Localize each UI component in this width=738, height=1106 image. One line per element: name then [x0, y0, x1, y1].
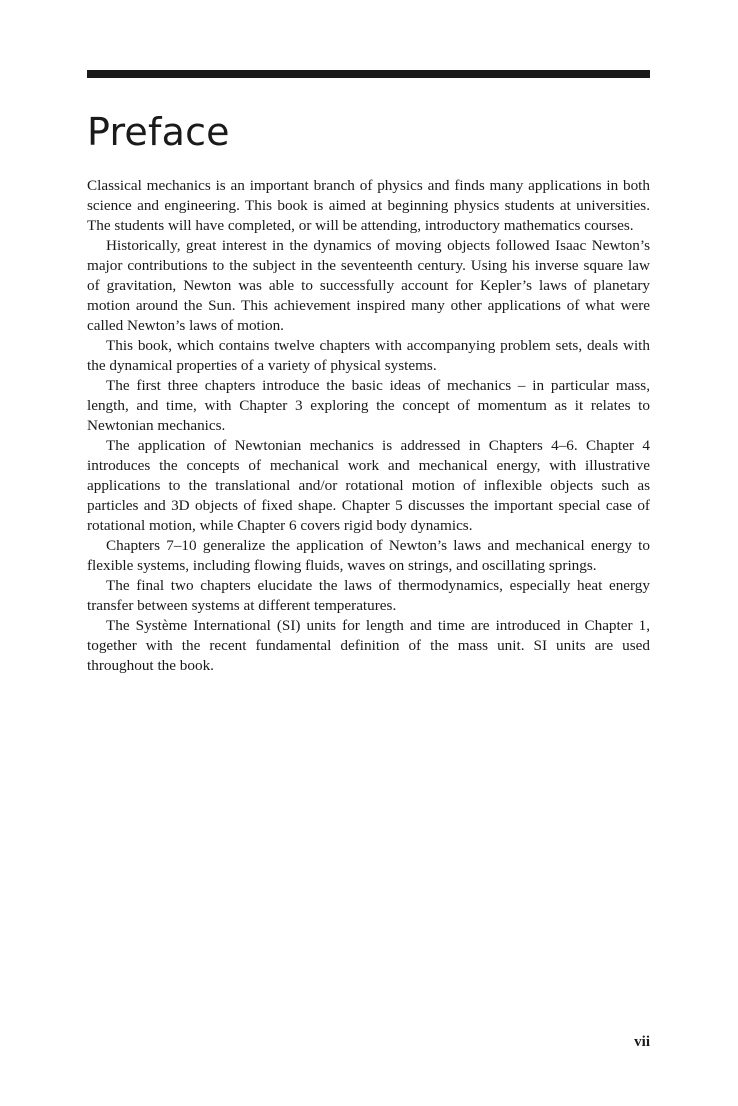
preface-body — [87, 176, 650, 676]
paragraph-7: The final two chapters elucidate the laws of thermodynamics, especially heat energy transfer between systems at different temperatures. — [87, 577, 650, 614]
paragraph-3: This book, which contains twelve chapters with accompanying problem sets, deals with the dynamical properties of a variety of physical systems. — [87, 337, 650, 374]
paragraph-6: Chapters 7–10 generalize the application of Newton’s laws and mechanical energy to flexible systems, including flowing fluids, waves on strings, and oscillating springs. — [87, 537, 650, 574]
paragraph-8: The Système International (SI) units for length and time are introduced in Chapter 1, together with the recent fundamental definition of the mass unit. SI units are used throughout the book. — [87, 617, 650, 674]
paragraph-4: The first three chapters introduce the basic ideas of mechanics – in particular mass, length, and time, with Chapter 3 exploring the concept of momentum as it relates to Newtonian mechanics. — [87, 377, 650, 434]
paragraph-2: Historically, great interest in the dynamics of moving objects followed Isaac Newton’s major contributions to the subject in the seventeenth century. Using his inverse square law of gravitation, Newton was able to successfully account for Kepler’s laws of planetary motion around the Sun. This achievement inspired many other applications of what were called Newton’s laws of motion. — [87, 237, 650, 334]
paragraph-5: The application of Newtonian mechanics is addressed in Chapters 4–6. Chapter 4 introduces the concepts of mechanical work and mechanical energy, with illustrative applications to the translational and/or rotational motion of inflexible objects such as particles and 3D objects of fixed shape. Chapter 5 discusses the important special case of rotational motion, while Chapter 6 covers rigid body dynamics. — [87, 437, 650, 534]
page-title: Preface — [87, 110, 230, 154]
top-rule — [87, 70, 650, 78]
paragraph-1: Classical mechanics is an important branch of physics and finds many applications in both science and engineering. This book is aimed at beginning physics students at universities. The students will have completed, or will be attending, introductory mathematics courses. — [87, 177, 650, 234]
book-page — [87, 0, 650, 1106]
page-number: vii — [634, 1034, 650, 1050]
